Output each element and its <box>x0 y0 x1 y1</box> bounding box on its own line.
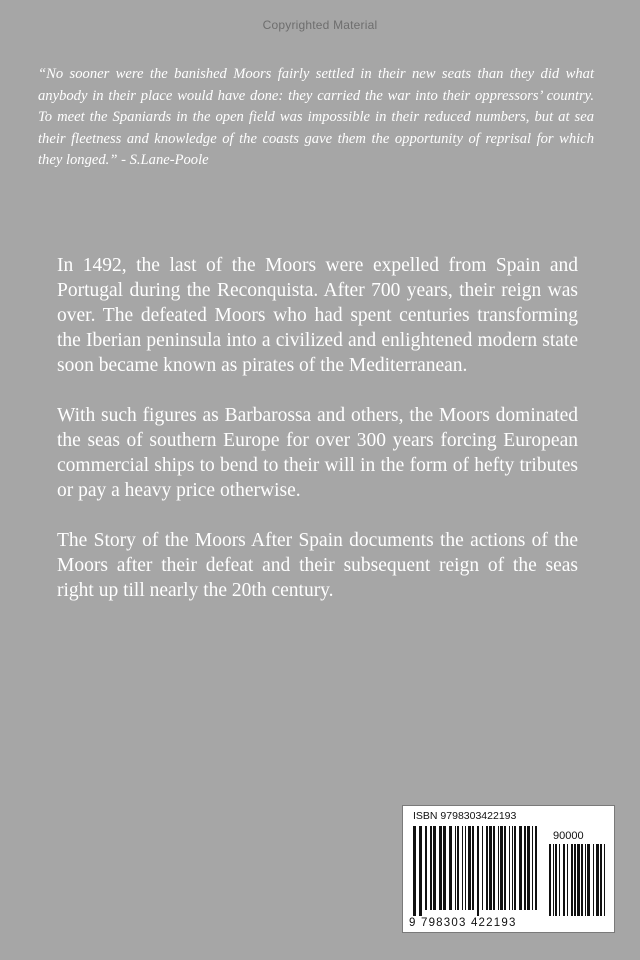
blurb-paragraph-1: In 1492, the last of the Moors were expelled from Spain and Portugal during the Reconquista. After 700 years, their reign was over. The defeated Moors who had spent centuries transforming the Iberian peninsula into a civilized and enlightened modern state soon became known as pirates of the Mediterranean. <box>57 255 578 376</box>
price-code: 90000 <box>553 830 584 842</box>
isbn-digits: 9 798303 422193 <box>409 917 517 929</box>
blurb-body <box>57 253 578 628</box>
blurb-paragraph-3: The Story of the Moors After Spain documents the actions of the Moors after their defeat and their subsequent reign of the seas right up till nearly the 20th century. <box>57 530 578 601</box>
isbn-label: ISBN 9798303422193 <box>413 810 517 822</box>
epigraph-quote: “No sooner were the banished Moors fairly settled in their new seats than they did what anybody in their place would have done: they carried the war into their oppressors’ country. To meet the Spaniards in the open field was impossible in their reduced numbers, but at sea their fleetness and knowledge of the coasts gave them the opportunity of reprisal for which they longed.” - S.Lane-Poole <box>38 66 594 168</box>
watermark-top: Copyrighted Material <box>262 18 378 32</box>
isbn-barcode <box>402 805 615 933</box>
blurb-paragraph-2: With such figures as Barbarossa and others, the Moors dominated the seas of southern Europe for over 300 years forcing European commercial ships to bend to their will in the form of hefty tributes or pay a heavy price otherwise. <box>57 405 578 501</box>
barcode-bars-icon <box>413 826 539 916</box>
addon-barcode-bars-icon <box>549 844 605 922</box>
